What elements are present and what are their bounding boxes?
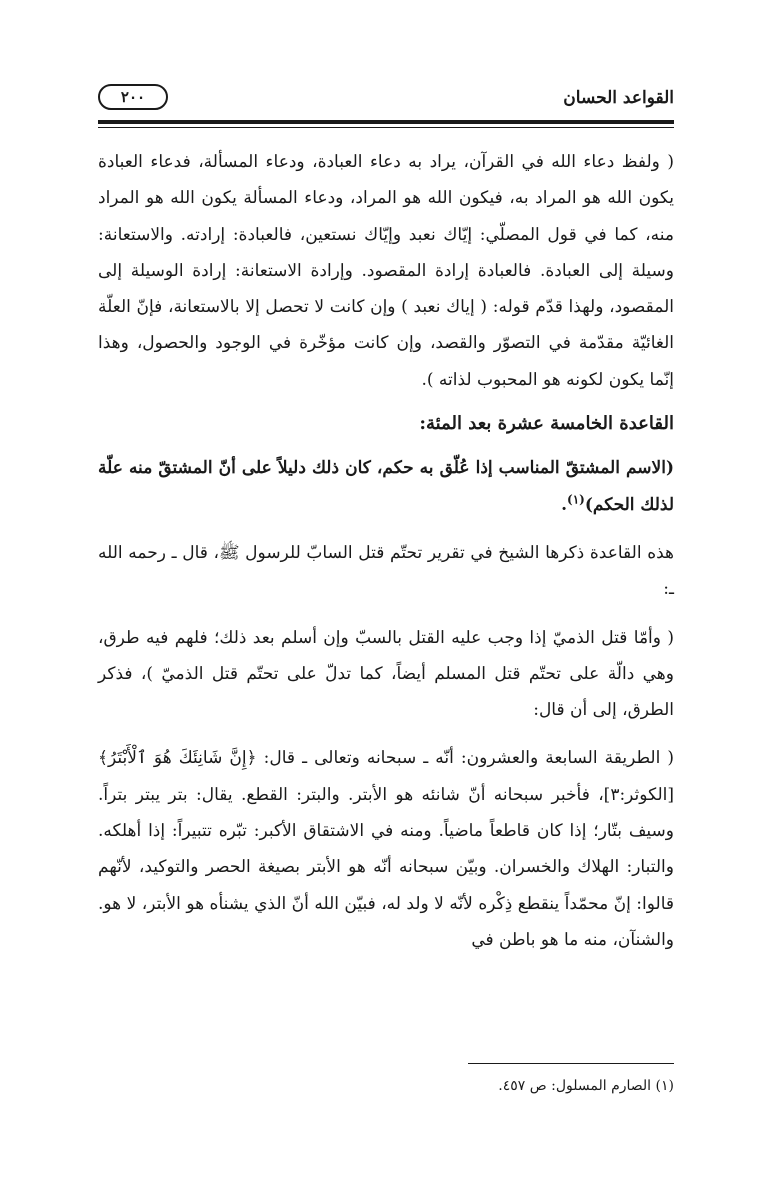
page-header — [98, 84, 674, 112]
paragraph-dhimmi: ( وأمّا قتل الذميّ إذا وجب عليه القتل بالسبّ وإن أسلم بعد ذلك؛ فلهم فيه طرق، وهي دالّة على تحتّم قتل المسلم أيضاً، كما تدلّ على تحتّم قتل الذميّ )، فذكر الطرق، إلى أن قال: — [98, 627, 674, 721]
footnote-divider — [468, 1063, 674, 1064]
page-number-badge: ٢٠٠ — [98, 84, 168, 110]
footnote-reference: (١) — [567, 492, 585, 507]
page-body — [98, 144, 674, 958]
footnote: (١) الصارم المسلول: ص ٤٥٧. — [498, 1078, 674, 1094]
paragraph-dua-meaning: ( ولفظ دعاء الله في القرآن، يراد به دعاء العبادة، ودعاء المسألة، فدعاء العبادة يكون الله هو المراد به، فيكون الله هو المراد، ودعاء المسألة يكون الله هو المراد منه، كما في قول المصلّي: إيّاك نعبد وإيّاك نستعين، فالعبادة: إرادته. والاستعانة: وسيلة إلى العبادة. فالعبادة إرادة المقصود. وإرادة الاستعانة: إرادة الوسيلة إلى المقصود، ولهذا قدّم قوله: ( إياك نعبد ) وإن كانت لا تحصل إلا بالاستعانة، فإنّ العلّة الغائيّة مقدّمة في التصوّر والقصد، وإن كانت مؤخّرة في الوجود والحصول، وهذا إنّما يكون لكونه هو المحبوب لذاته ). — [98, 152, 674, 390]
paragraph-27th-method: ( الطريقة السابعة والعشرون: أنّه ـ سبحانه وتعالى ـ قال: ﴿إِنَّ شَانِئَكَ هُوَ ٱلْأَبْتَرُ﴾ [الكوثر:٣]، فأخبر سبحانه أنّ شانئه هو الأبتر. والبتر: القطع. يقال: بتر يبتر بتراً. وسيف بتّار؛ إذا كان قاطعاً ماضياً. ومنه في الاشتقاق الأكبر: تبّره تتبيراً: إذا أهلكه. والتبار: الهلاك والخسران. وبيّن سبحانه أنّه هو الأبتر بصيغة الحصر والتوكيد، لأنّهم قالوا: إنّ محمّداً ينقطع ذِكْره لأنّه لا ولد له، فبيّن الله أنّ الذي يشنأه هو الأبتر، لا هو. والشنآن، منه ما هو باطن في — [98, 748, 674, 950]
rule-statement-end: . — [561, 494, 568, 515]
header-rule-thick — [98, 120, 674, 124]
rule-statement — [98, 450, 674, 523]
paragraph-rule-context: هذه القاعدة ذكرها الشيخ في تقرير تحتّم قتل السابّ للرسول ﷺ، قال ـ رحمه الله ـ: — [98, 542, 674, 600]
rule-heading: القاعدة الخامسة عشرة بعد المئة: — [419, 413, 674, 435]
rule-statement-text: (الاسم المشتقّ المناسب إذا عُلّق به حكم، كان ذلك دليلاً على أنّ المشتقّ منه علّة لذلك الحكم) — [98, 458, 674, 515]
header-rule-thin — [98, 127, 674, 128]
running-title: القواعد الحسان — [563, 88, 674, 108]
